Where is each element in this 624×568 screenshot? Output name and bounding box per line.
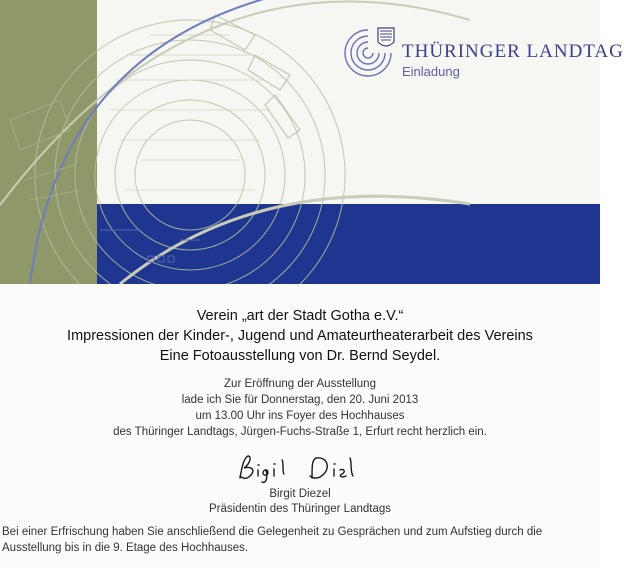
invitation-text	[0, 376, 600, 440]
landtag-seal-icon	[338, 24, 400, 82]
brand-title: THÜRINGER LANDTAG	[402, 41, 624, 62]
signer-role: Präsidentin des Thüringer Landtags	[209, 503, 391, 515]
olive-panel	[0, 0, 97, 284]
invitation-line-4: des Thüringer Landtags, Jürgen-Fuchs-Straße 1, Erfurt recht herzlich ein.	[113, 426, 487, 438]
invitation-body	[0, 284, 600, 568]
handwritten-signature	[232, 452, 362, 486]
signer-name: Birgit Diezel	[269, 488, 331, 500]
footer-line-1: Bei einer Erfrischung haben Sie anschließend die Gelegenheit zu Gesprächen und zum Aufstieg durch die	[2, 526, 543, 538]
invitation-line-1: Zur Eröffnung der Ausstellung	[224, 378, 376, 390]
headline-line-2: Impressionen der Kinder-, Jugend und Amateurtheaterarbeit des Vereins	[67, 328, 533, 344]
seating-rows	[110, 35, 270, 190]
building-outline	[210, 15, 300, 138]
footer-note	[2, 524, 592, 556]
invitation-line-3: um 13.00 Uhr ins Foyer des Hochhauses	[195, 410, 405, 422]
footer-line-2: Ausstellung bis in die 9. Etage des Hochhauses.	[2, 542, 249, 554]
brand-block	[338, 24, 624, 84]
invitation-line-2: lade ich Sie für Donnerstag, den 20. Juni 2013	[181, 394, 419, 406]
exhibition-headline	[0, 306, 600, 366]
headline-line-3: Eine Fotoausstellung von Dr. Bernd Seydel.	[159, 348, 441, 364]
brand-subtitle: Einladung	[402, 64, 460, 79]
navy-band	[97, 204, 600, 284]
headline-line-1: Verein „art der Stadt Gotha e.V.“	[196, 308, 404, 324]
signer-block	[0, 487, 600, 517]
coat-of-arms-icon	[378, 28, 394, 46]
